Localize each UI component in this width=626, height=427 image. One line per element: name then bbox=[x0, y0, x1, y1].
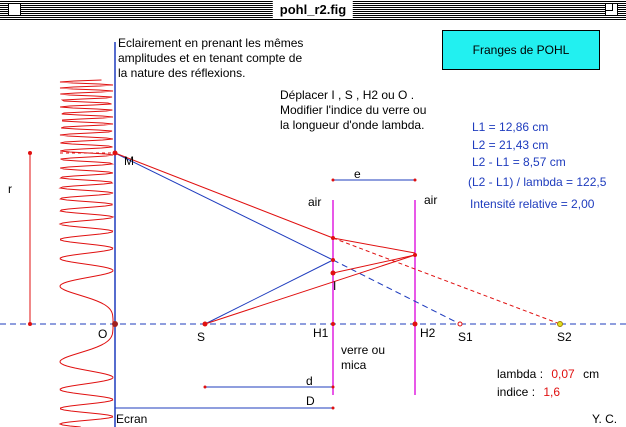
label-d: d bbox=[306, 374, 313, 388]
instr-line-2: Modifier l'indice du verre ou bbox=[280, 103, 427, 117]
figure-canvas bbox=[0, 20, 626, 427]
point-i[interactable] bbox=[331, 271, 336, 276]
ray-h1-to-m bbox=[115, 153, 333, 238]
label-air-left: air bbox=[308, 195, 322, 209]
title-bar[interactable] bbox=[0, 0, 626, 20]
ray-s-to-h2 bbox=[205, 255, 415, 324]
ray-m-to-h2 bbox=[333, 238, 415, 253]
indice-param[interactable] bbox=[497, 385, 560, 400]
result-diff: L2 - L1 = 8,57 cm bbox=[472, 155, 566, 169]
label-m: M bbox=[124, 154, 134, 168]
intro-line-3: la nature des réflexions. bbox=[118, 66, 246, 80]
close-box[interactable] bbox=[8, 3, 21, 16]
fringe-curve bbox=[60, 80, 113, 427]
label-s1: S1 bbox=[458, 330, 473, 344]
indice-label: indice : bbox=[497, 385, 536, 399]
label-h1: H1 bbox=[313, 326, 329, 340]
optics-diagram bbox=[0, 20, 626, 427]
label-ecran: Ecran bbox=[116, 412, 148, 426]
label-r: r bbox=[8, 182, 12, 196]
ray-h2-to-h1 bbox=[333, 255, 415, 273]
label-author: Y. C. bbox=[592, 412, 618, 426]
window-title: pohl_r2.fig bbox=[273, 1, 353, 18]
ray-i-to-s1 bbox=[333, 260, 460, 324]
point-o[interactable] bbox=[112, 321, 118, 327]
label-air-right: air bbox=[424, 193, 438, 207]
zoom-box[interactable] bbox=[605, 3, 618, 16]
point-s[interactable] bbox=[203, 322, 208, 327]
lambda-label: lambda : bbox=[497, 367, 544, 381]
label-i: I bbox=[333, 279, 337, 293]
result-l1: L1 = 12,86 cm bbox=[472, 120, 549, 134]
result-ratio: (L2 - L1) / lambda = 122,5 bbox=[468, 175, 607, 189]
instr-line-1: Déplacer I , S , H2 ou O . bbox=[280, 88, 415, 102]
lambda-param[interactable] bbox=[497, 367, 599, 382]
point-s1 bbox=[458, 322, 462, 326]
intro-line-1: Eclairement en prenant les mêmes bbox=[118, 36, 304, 50]
result-l2: L2 = 21,43 cm bbox=[472, 138, 549, 152]
ray-s-to-i bbox=[205, 260, 333, 324]
lambda-unit: cm bbox=[583, 367, 600, 381]
lambda-value[interactable]: 0,07 bbox=[551, 367, 575, 381]
label-e: e bbox=[354, 167, 361, 181]
label-D: D bbox=[306, 394, 315, 408]
instr-line-3: la longueur d'onde lambda. bbox=[280, 118, 425, 132]
point-s2 bbox=[558, 322, 563, 327]
point-h2[interactable] bbox=[413, 322, 418, 327]
ray-i-to-m bbox=[115, 153, 333, 260]
label-s: S bbox=[197, 330, 206, 344]
ray-to-s2 bbox=[333, 238, 560, 324]
indice-value[interactable]: 1,6 bbox=[543, 385, 561, 399]
point-h1 bbox=[331, 322, 335, 326]
label-verre: verre ou bbox=[341, 343, 386, 357]
label-o: O bbox=[98, 327, 108, 341]
label-h2: H2 bbox=[420, 326, 436, 340]
label-mica: mica bbox=[341, 358, 367, 372]
point-m bbox=[113, 151, 118, 156]
result-intensity: Intensité relative = 2,00 bbox=[470, 197, 595, 211]
label-s2: S2 bbox=[557, 330, 572, 344]
intro-line-2: amplitudes et en tenant compte de bbox=[118, 51, 303, 65]
franges-button[interactable]: Franges de POHL bbox=[442, 30, 600, 70]
